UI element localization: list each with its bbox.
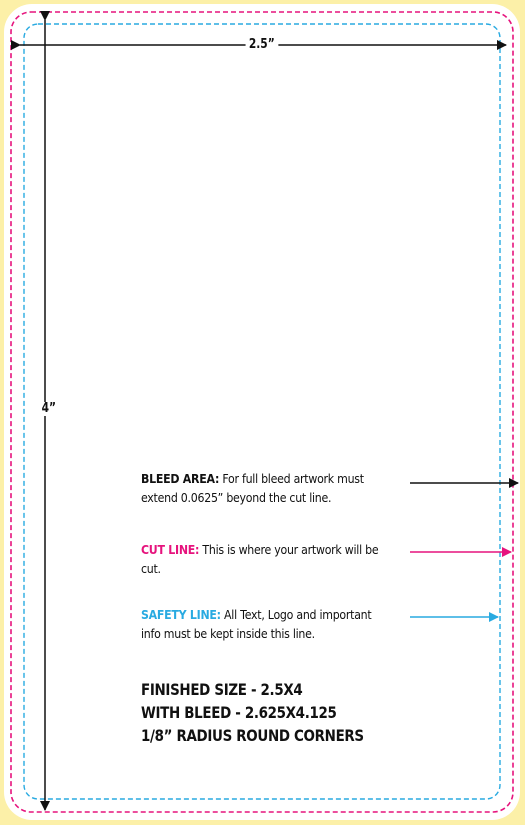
width-label: 2.5” [246,38,278,52]
cut-line-note [141,540,379,578]
safety-line-text: All Text, Logo and important info must be kept inside this line. [141,607,372,641]
bleed-size-text: WITH BLEED - 2.625X4.125 [141,703,337,722]
corner-radius-text: 1/8” RADIUS ROUND CORNERS [141,726,364,745]
height-label: 4” [38,402,59,416]
cut-line-title: CUT LINE: [141,542,200,557]
finished-size-text: FINISHED SIZE - 2.5X4 [141,680,303,699]
cut-line-text: This is where your artwork will be cut. [141,542,379,576]
safety-line-note [141,605,379,643]
bleed-area-title: BLEED AREA: [141,471,220,486]
safety-line-title: SAFETY LINE: [141,607,221,622]
size-specs [141,678,393,747]
bleed-area-note [141,469,379,507]
bleed-area-text: For full bleed artwork must extend 0.0625” beyond the cut line. [141,471,364,505]
